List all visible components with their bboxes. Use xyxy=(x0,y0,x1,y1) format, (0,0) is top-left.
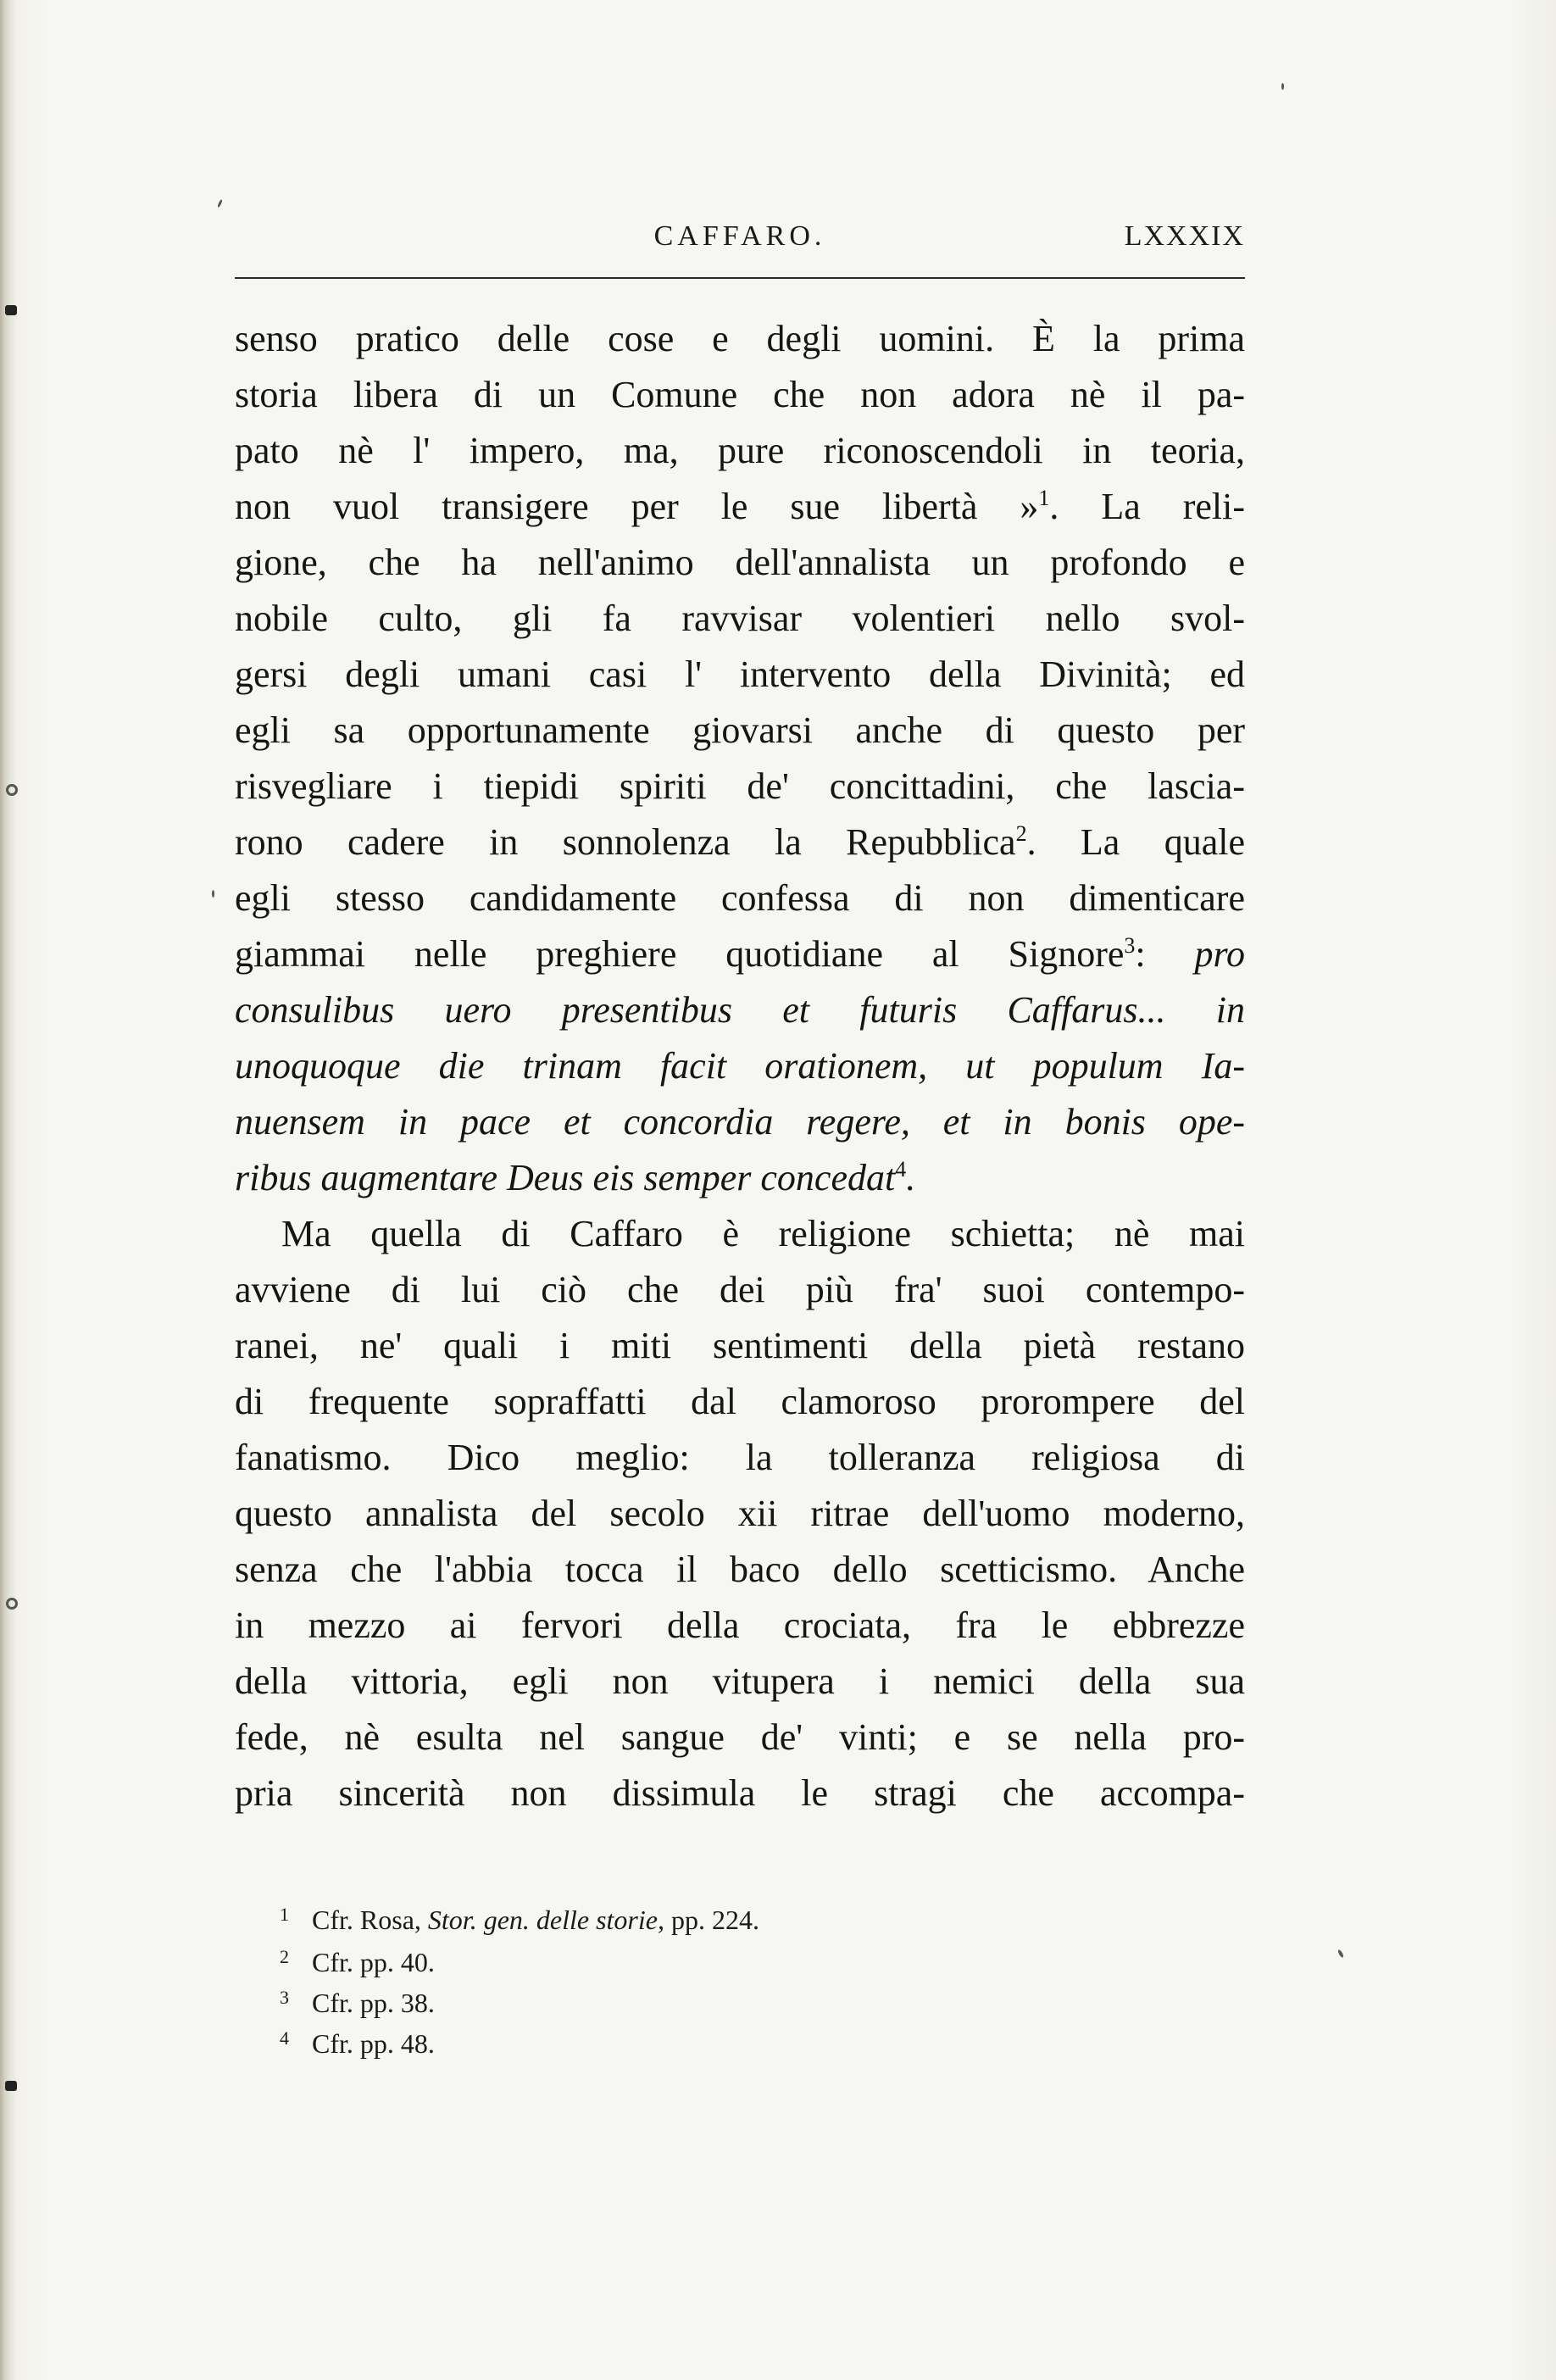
binding-thread xyxy=(6,784,18,796)
text-line: della vittoria, egli non vitupera i nemici della sua xyxy=(235,1660,1245,1702)
text-line-latin: nuensem in pace et concordia regere, et in bonis ope- xyxy=(235,1101,1245,1143)
text-line: gersi degli umani casi l' intervento della Divinità; ed xyxy=(235,653,1245,695)
text-line: storia libera di un Comune che non adora nè il pa- xyxy=(235,374,1245,415)
text-line-latin: consulibus uero presentibus et futuris Caffarus... in xyxy=(235,989,1245,1031)
footnote-ref: 2 xyxy=(1015,821,1027,846)
text-line: giammai nelle preghiere quotidiane al Signore$^3$: pro xyxy=(235,933,1245,975)
text-line: fanatismo. Dico meglio: la tolleranza religiosa di xyxy=(235,1437,1245,1478)
binding-thread xyxy=(6,1598,18,1610)
text-line-latin: ribus augmentare Deus eis semper concedat$^4$. xyxy=(235,1157,916,1198)
footnote-ref: 3 xyxy=(1124,933,1136,958)
footnote-ref: 4 xyxy=(895,1157,907,1182)
text-line: nobile culto, gli fa ravvisar volentieri nello svol- xyxy=(235,598,1245,639)
binding-thread xyxy=(5,305,17,315)
paper-speck xyxy=(1337,1949,1344,1959)
footnote: 1 Cfr. Rosa, Stor. gen. delle storie, pp. 224. xyxy=(280,1904,759,1935)
text-line: senso pratico delle cose e degli uomini. È la prima xyxy=(235,318,1245,359)
running-title: CAFFARO. xyxy=(653,220,826,252)
text-line: pato nè l' impero, ma, pure riconoscendoli in teoria, xyxy=(235,430,1245,471)
binding-edge xyxy=(0,0,15,2380)
text-line: egli stesso candidamente confessa di non dimenticare xyxy=(235,877,1245,919)
text-line-latin: unoquoque die trinam facit orationem, ut populum Ia- xyxy=(235,1045,1245,1087)
text-line: gione, che ha nell'animo dell'annalista un profondo e xyxy=(235,542,1245,583)
footnote: 2 Cfr. pp. 40. xyxy=(280,1946,435,1977)
text-line: Ma quella di Caffaro è religione schietta; nè mai xyxy=(281,1213,1245,1254)
text-line: egli sa opportunamente giovarsi anche di questo per xyxy=(235,709,1245,751)
text-line: non vuol transigere per le sue libertà »$^1$. La reli- xyxy=(235,486,1245,527)
footnote: 3 Cfr. pp. 38. xyxy=(280,1987,435,2018)
text-line: questo annalista del secolo xii ritrae dell'uomo moderno, xyxy=(235,1493,1245,1534)
paper-speck xyxy=(217,199,223,208)
text-line: di frequente sopraffatti dal clamoroso prorompere del xyxy=(235,1381,1245,1422)
text-line: pria sincerità non dissimula le stragi che accompa- xyxy=(235,1772,1245,1814)
footnotes xyxy=(280,1894,1127,2072)
text-line: rono cadere in sonnolenza la Repubblica$^2$. La quale xyxy=(235,821,1245,863)
paper-speck xyxy=(212,890,214,898)
text-line: ranei, ne' quali i miti sentimenti della pietà restano xyxy=(235,1325,1245,1366)
text-line: senza che l'abbia tocca il baco dello scetticismo. Anche xyxy=(235,1549,1245,1590)
binding-thread xyxy=(5,2081,17,2091)
text-line: fede, nè esulta nel sangue de' vinti; e se nella pro- xyxy=(235,1716,1245,1758)
footnote: 4 Cfr. pp. 48. xyxy=(280,2027,435,2059)
page-number: LXXXIX xyxy=(1124,220,1245,252)
text-line: in mezzo ai fervori della crociata, fra le ebbrezze xyxy=(235,1604,1245,1646)
footnote-ref: 1 xyxy=(1038,486,1050,510)
text-line: risvegliare i tiepidi spiriti de' concittadini, che lascia- xyxy=(235,765,1245,807)
text-line: avviene di lui ciò che dei più fra' suoi contempo- xyxy=(235,1269,1245,1310)
paper-speck xyxy=(1281,83,1284,90)
